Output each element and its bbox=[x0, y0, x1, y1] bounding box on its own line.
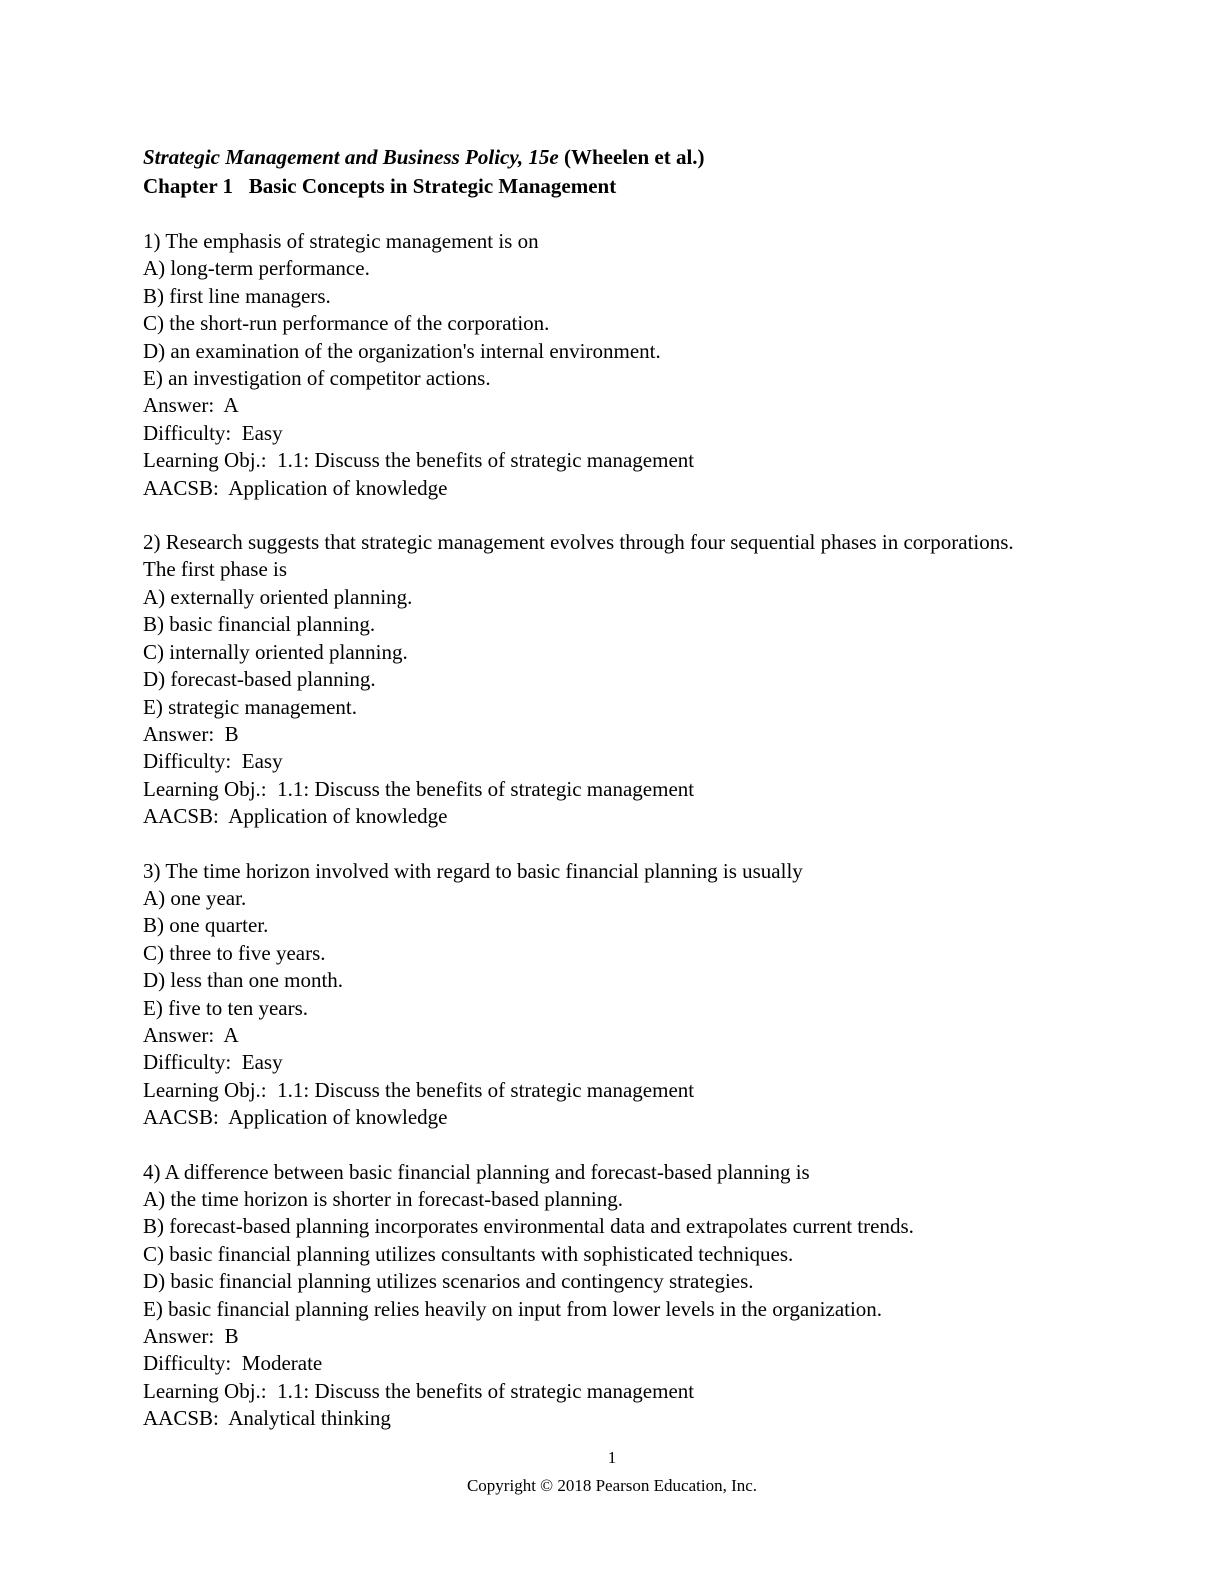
learning-objective: Learning Obj.: 1.1: Discuss the benefits of strategic management bbox=[143, 448, 695, 473]
option-b: B) basic financial planning. bbox=[143, 612, 376, 637]
option-c: C) basic financial planning utilizes consultants with sophisticated techniques. bbox=[143, 1241, 794, 1266]
option-b: B) first line managers. bbox=[143, 283, 331, 308]
option-e: E) five to ten years. bbox=[143, 995, 309, 1020]
learning-objective: Learning Obj.: 1.1: Discuss the benefits of strategic management bbox=[143, 776, 695, 801]
difficulty: Difficulty: Moderate bbox=[143, 1351, 323, 1376]
option-e: E) strategic management. bbox=[143, 694, 357, 719]
difficulty: Difficulty: Easy bbox=[143, 749, 283, 774]
option-c: C) the short-run performance of the corporation. bbox=[143, 311, 550, 336]
option-c: C) internally oriented planning. bbox=[143, 639, 408, 664]
question-stem: 3) The time horizon involved with regard to basic financial planning is usually bbox=[143, 858, 803, 883]
option-a: A) the time horizon is shorter in forecast-based planning. bbox=[143, 1187, 623, 1211]
option-d: D) an examination of the organization's internal environment. bbox=[143, 338, 661, 363]
question-stem: 1) The emphasis of strategic management is on bbox=[143, 229, 539, 253]
book-authors: (Wheelen et al.) bbox=[558, 145, 705, 169]
option-a: A) externally oriented planning. bbox=[143, 584, 413, 609]
aacsb: AACSB: Application of knowledge bbox=[143, 1105, 448, 1130]
option-a: A) one year. bbox=[143, 885, 247, 910]
aacsb: AACSB: Application of knowledge bbox=[143, 804, 448, 829]
question-stem: 2) Research suggests that strategic management evolves through four sequential phases in corporations. The first phase is bbox=[143, 530, 1014, 582]
question-3 bbox=[143, 858, 1103, 1132]
option-b: B) one quarter. bbox=[143, 913, 269, 938]
option-d: D) forecast-based planning. bbox=[143, 667, 376, 692]
option-a: A) long-term performance. bbox=[143, 256, 370, 281]
book-title-italic: Strategic Management and Business Policy, 15e bbox=[143, 145, 559, 169]
option-b: B) forecast-based planning incorporates environmental data and extrapolates current trends. bbox=[143, 1214, 914, 1239]
answer: Answer: B bbox=[143, 721, 239, 746]
learning-objective: Learning Obj.: 1.1: Discuss the benefits of strategic management bbox=[143, 1378, 695, 1403]
book-title bbox=[143, 143, 1103, 172]
option-e: E) basic financial planning relies heavily on input from lower levels in the organization. bbox=[143, 1296, 883, 1321]
answer: Answer: B bbox=[143, 1324, 239, 1349]
option-e: E) an investigation of competitor actions. bbox=[143, 366, 491, 391]
question-2 bbox=[143, 529, 1103, 830]
question-stem: 4) A difference between basic financial planning and forecast-based planning is bbox=[143, 1159, 810, 1184]
answer: Answer: A bbox=[143, 393, 239, 418]
difficulty: Difficulty: Easy bbox=[143, 420, 283, 445]
option-d: D) less than one month. bbox=[143, 968, 344, 993]
document-page bbox=[143, 143, 1103, 1433]
copyright-notice: Copyright © 2018 Pearson Education, Inc. bbox=[466, 1476, 758, 1495]
question-1 bbox=[143, 228, 1103, 502]
difficulty: Difficulty: Easy bbox=[143, 1050, 283, 1075]
aacsb: AACSB: Analytical thinking bbox=[143, 1406, 391, 1431]
aacsb: AACSB: Application of knowledge bbox=[143, 475, 448, 500]
chapter-title: Chapter 1 Basic Concepts in Strategic Management bbox=[143, 174, 617, 198]
page-number: 1 bbox=[607, 1448, 617, 1467]
option-d: D) basic financial planning utilizes scenarios and contingency strategies. bbox=[143, 1269, 754, 1294]
option-c: C) three to five years. bbox=[143, 940, 326, 965]
learning-objective: Learning Obj.: 1.1: Discuss the benefits of strategic management bbox=[143, 1077, 695, 1102]
question-4 bbox=[143, 1159, 1103, 1433]
answer: Answer: A bbox=[143, 1022, 239, 1047]
